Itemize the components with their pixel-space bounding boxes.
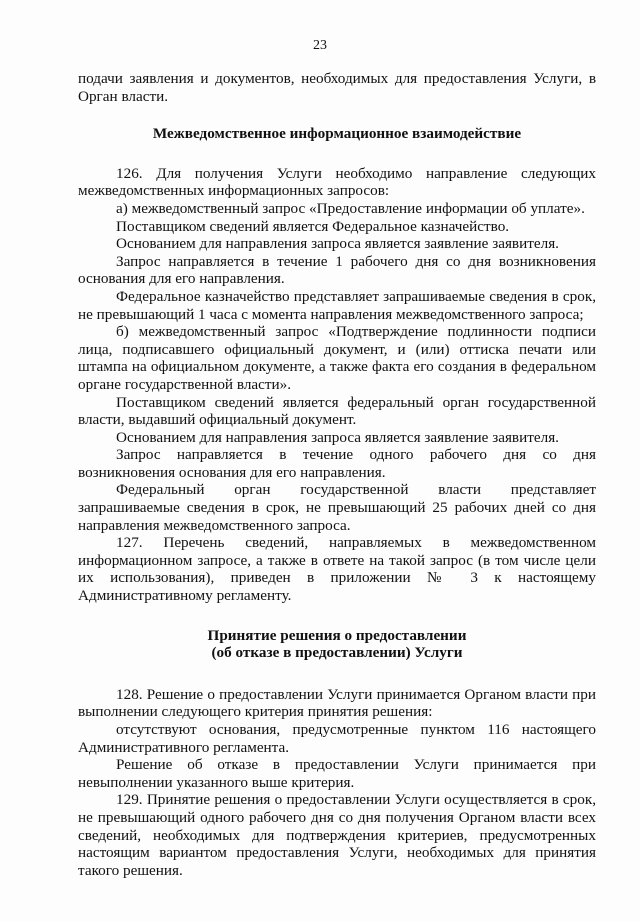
- paragraph-126: 126. Для получения Услуги необходимо направление следующих межведомственных информационных запросов:: [78, 164, 596, 200]
- paragraph: б) межведомственный запрос «Подтверждение подлинности подписи лица, подписавшего официальный документ, и (или) оттиска печати или штампа на официальном документе, а также факта его создания в федеральном органе государственной власти».: [78, 323, 596, 393]
- heading-line: Принятие решения о предоставлении: [207, 626, 467, 644]
- paragraph: Поставщиком сведений является Федеральное казначейство.: [116, 217, 510, 235]
- paragraph-128: 128. Решение о предоставлении Услуги принимается Органом власти при выполнении следующего критерия принятия решения:: [78, 685, 596, 721]
- paragraph: Решение об отказе в предоставлении Услуги принимается при невыполнении указанного выше критерия.: [78, 756, 596, 791]
- paragraph: Основанием для направления запроса является заявление заявителя.: [116, 428, 559, 446]
- heading-line: (об отказе в предоставлении) Услуги: [211, 644, 463, 662]
- document-body: [78, 70, 596, 879]
- section-heading-interagency: Межведомственное информационное взаимодействие: [152, 125, 522, 143]
- paragraph: Федеральный орган государственной власти представляет запрашиваемые сведения в срок, не превышающий 25 рабочих дней со дня направления межведомственного запроса.: [78, 481, 596, 534]
- paragraph: Запрос направляется в течение 1 рабочего дня со дня возникновения основания для его направления.: [78, 252, 596, 288]
- paragraph: Федеральное казначейство представляет запрашиваемые сведения в срок, не превышающий 1 часа с момента направления межведомственного запроса;: [78, 287, 596, 323]
- paragraph: отсутствуют основания, предусмотренные пунктом 116 настоящего Административного регламента.: [78, 721, 596, 756]
- paragraph-129: 129. Принятие решения о предоставлении Услуги осуществляется в срок, не превышающий одного рабочего дня со дня получения Органом власти всех сведений, необходимых для подтверждения критериев, предусмотренных настоящим вариантом предоставления Услуги, необходимых для принятия такого решения.: [78, 791, 596, 879]
- paragraph: а) межведомственный запрос «Предоставление информации об уплате».: [116, 199, 585, 217]
- paragraph: Запрос направляется в течение одного рабочего дня со дня возникновения основания для его направления.: [78, 446, 596, 481]
- page-number: 23: [313, 38, 327, 53]
- paragraph: подачи заявления и документов, необходимых для предоставления Услуги, в Орган власти.: [78, 70, 596, 105]
- paragraph: Поставщиком сведений является федеральный орган государственной власти, выдавший официальный документ.: [78, 393, 596, 429]
- paragraph-127: 127. Перечень сведений, направляемых в межведомственном информационном запросе, а также в ответе на такой запрос (в том числе цели их использования), приведен в приложении № 3 к настоящему Административному регламенту.: [78, 534, 596, 605]
- section-heading-decision: [78, 627, 596, 662]
- paragraph: Основанием для направления запроса является заявление заявителя.: [116, 235, 559, 253]
